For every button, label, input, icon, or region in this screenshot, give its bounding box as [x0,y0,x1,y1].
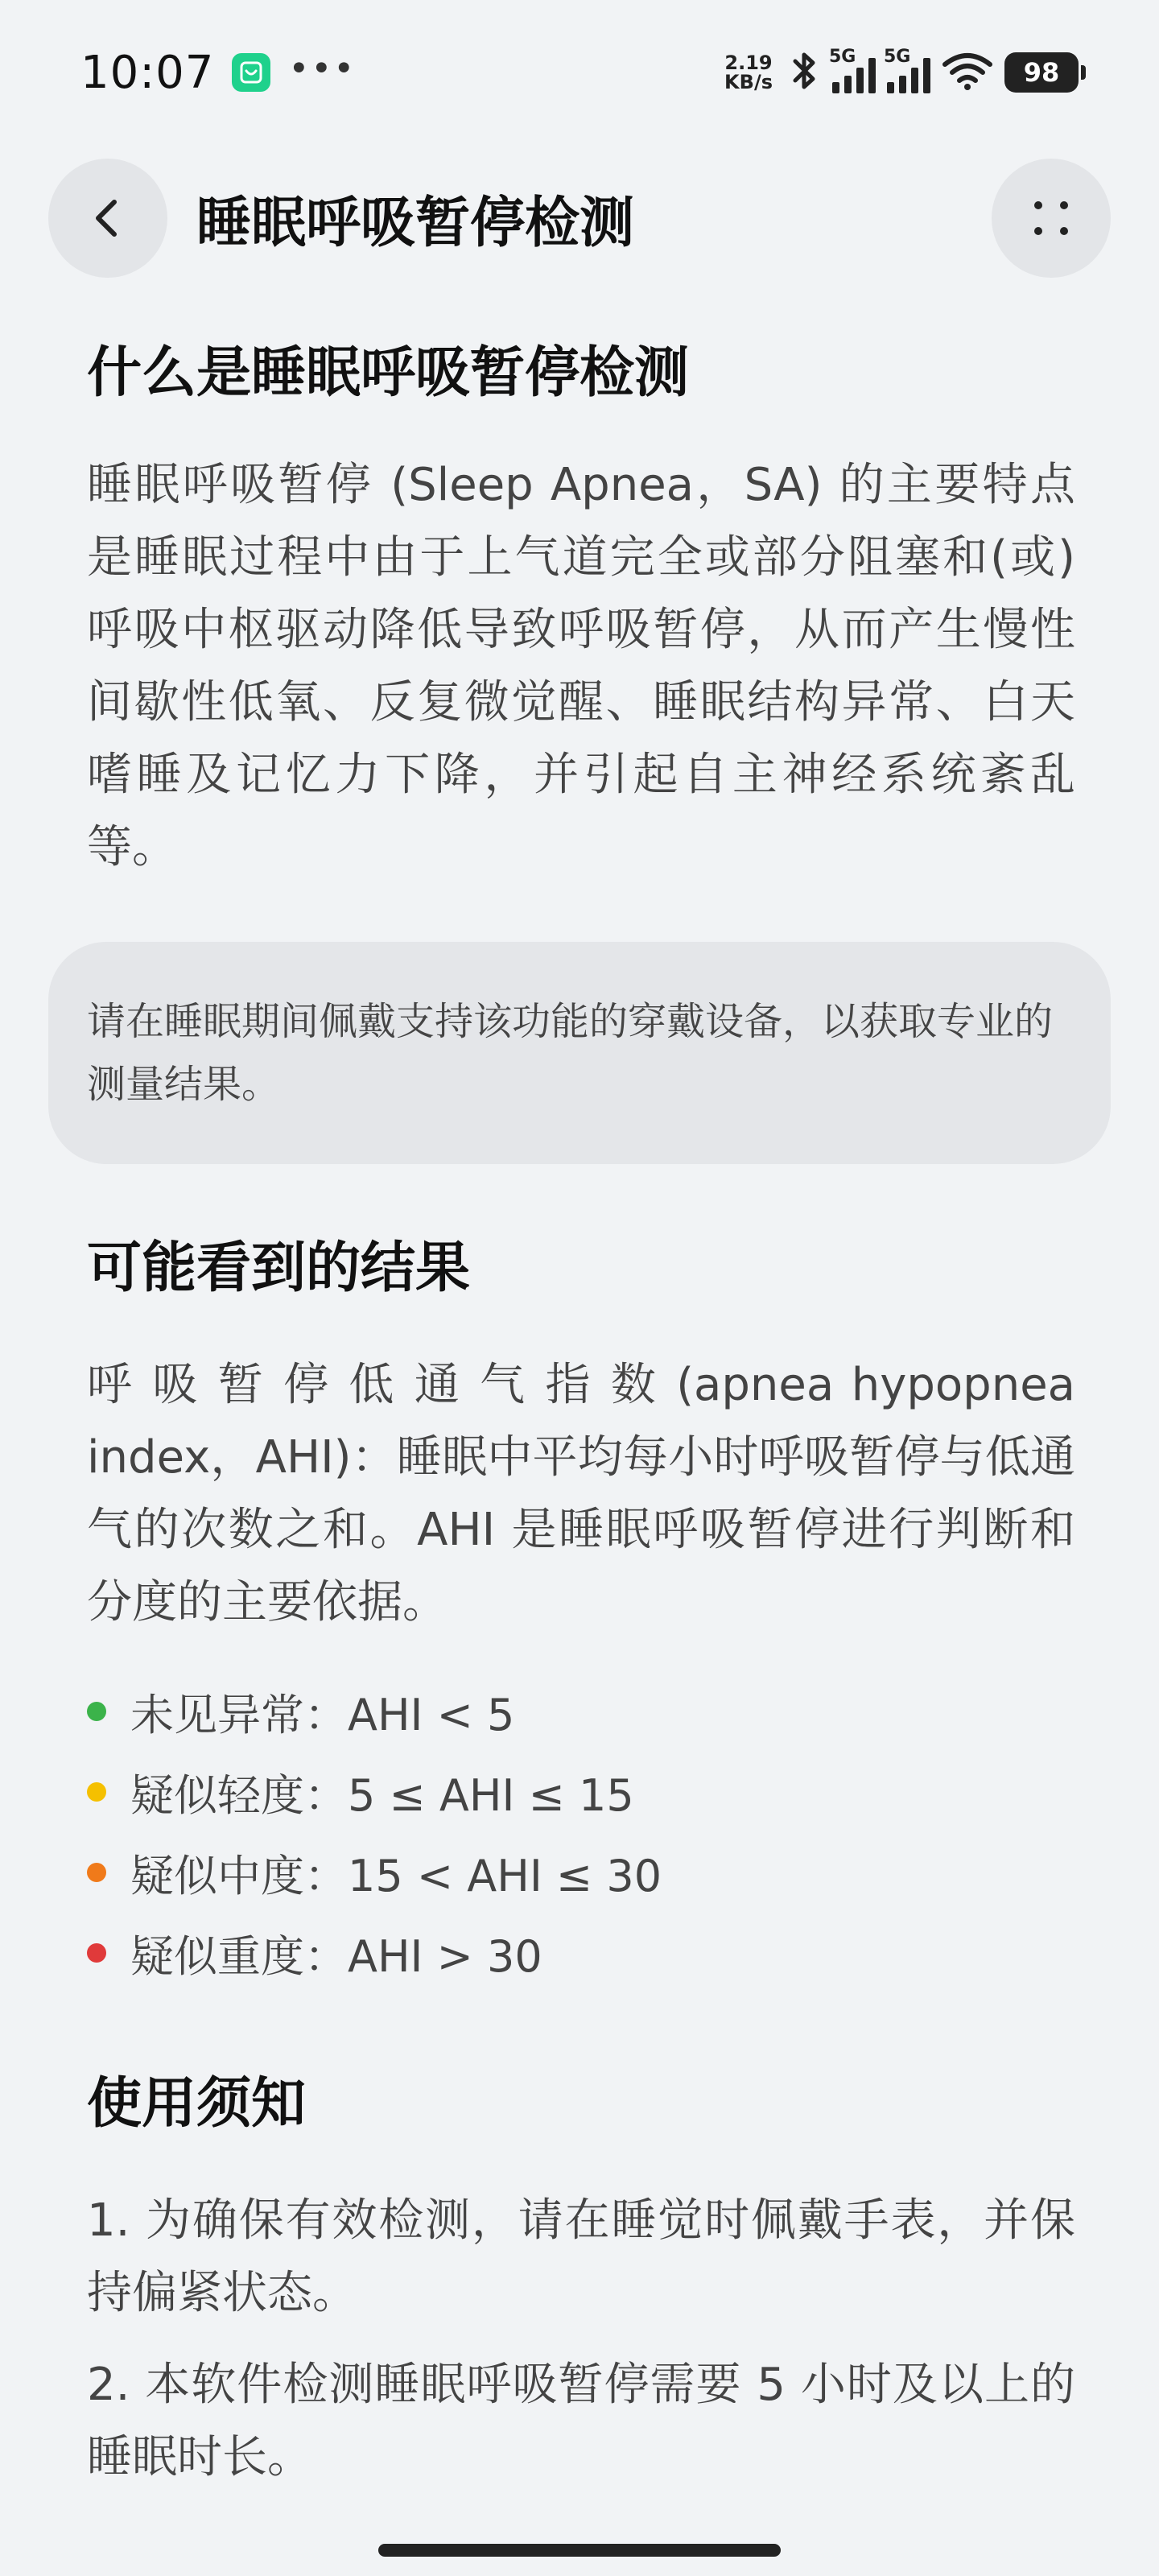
wear-device-note-card [48,942,1111,1164]
signal-1-label: 5G [829,47,856,67]
header-left [48,159,634,278]
bluetooth-icon [789,50,821,95]
status-bar [0,0,1159,145]
wifi-icon [942,50,993,95]
status-time: 10:07 [80,46,215,99]
four-dots-icon [1025,192,1077,244]
section-usage-notice [87,2069,1075,2494]
ahi-level-label: 疑似轻度：5 ≤ AHI ≤ 15 [130,1769,634,1821]
green-dot-icon [87,1702,106,1721]
yellow-dot-icon [87,1782,106,1802]
app-notification-icon [232,53,270,92]
page-title: 睡眠呼吸暂停检测 [196,191,635,255]
battery-icon [1004,52,1079,93]
network-speed-unit: KB/s [724,71,773,93]
more-options-button[interactable] [992,159,1111,278]
ahi-level-label: 疑似重度：AHI > 30 [130,1930,542,1982]
chevron-left-icon [84,194,132,242]
ahi-level-moderate [87,1832,1075,1913]
ahi-level-severe [87,1913,1075,1993]
ahi-level-list [87,1671,1075,1993]
signal-2-label: 5G [884,47,911,67]
app-header [0,158,1159,279]
network-speed [724,53,773,92]
usage-notice-item: 1. 为确保有效检测，请在睡觉时佩戴手表，并保持偏紧状态。 [87,2194,1075,2320]
status-left [80,47,356,99]
home-indicator[interactable] [378,2544,781,2557]
section-results-heading: 可能看到的结果 [87,1236,471,1300]
section-what-is [87,338,1075,884]
section-what-is-body: 睡眠呼吸暂停 (Sleep Apnea，SA) 的主要特点是睡眠过程中由于上气道完全或部分阻塞和(或) 呼吸中枢驱动降低导致呼吸暂停，从而产生慢性间歇性低氧、反复微觉醒、睡眠结构异常、白天嗜睡及记忆力下降，并引起自主神经系统紊乱等。 [87,459,1075,874]
ahi-level-label: 未见异常：AHI < 5 [130,1689,515,1740]
ahi-level-normal [87,1671,1075,1752]
wear-device-note-text: 请在睡眠期间佩戴支持该功能的穿戴设备，以获取专业的测量结果。 [87,999,1054,1107]
section-usage-notice-heading: 使用须知 [87,2072,307,2136]
red-dot-icon [87,1943,106,1963]
ahi-level-label: 疑似中度：15 < AHI ≤ 30 [130,1850,662,1901]
cellular-signal-1-icon [829,47,876,93]
ahi-level-mild [87,1752,1075,1832]
cellular-signal-2-icon [884,47,930,93]
section-results-body: 呼 吸 暂 停 低 通 气 指 数 (apnea hypopnea index，AHI)：睡眠中平均每小时呼吸暂停与低通气的次数之和。AHI 是睡眠呼吸暂停进行判断和分度的主要依据。 [87,1359,1075,1629]
usage-notice-item: 2. 本软件检测睡眠呼吸暂停需要 5 小时及以上的睡眠时长。 [87,2359,1075,2484]
section-results [87,1233,1075,1993]
orange-dot-icon [87,1863,106,1882]
back-button[interactable] [48,159,167,278]
status-right [724,47,1079,95]
section-what-is-heading: 什么是睡眠呼吸暂停检测 [87,341,690,405]
more-notifications-icon: ••• [288,47,357,89]
battery-level: 98 [1023,57,1060,88]
network-speed-value: 2.19 [724,52,773,74]
